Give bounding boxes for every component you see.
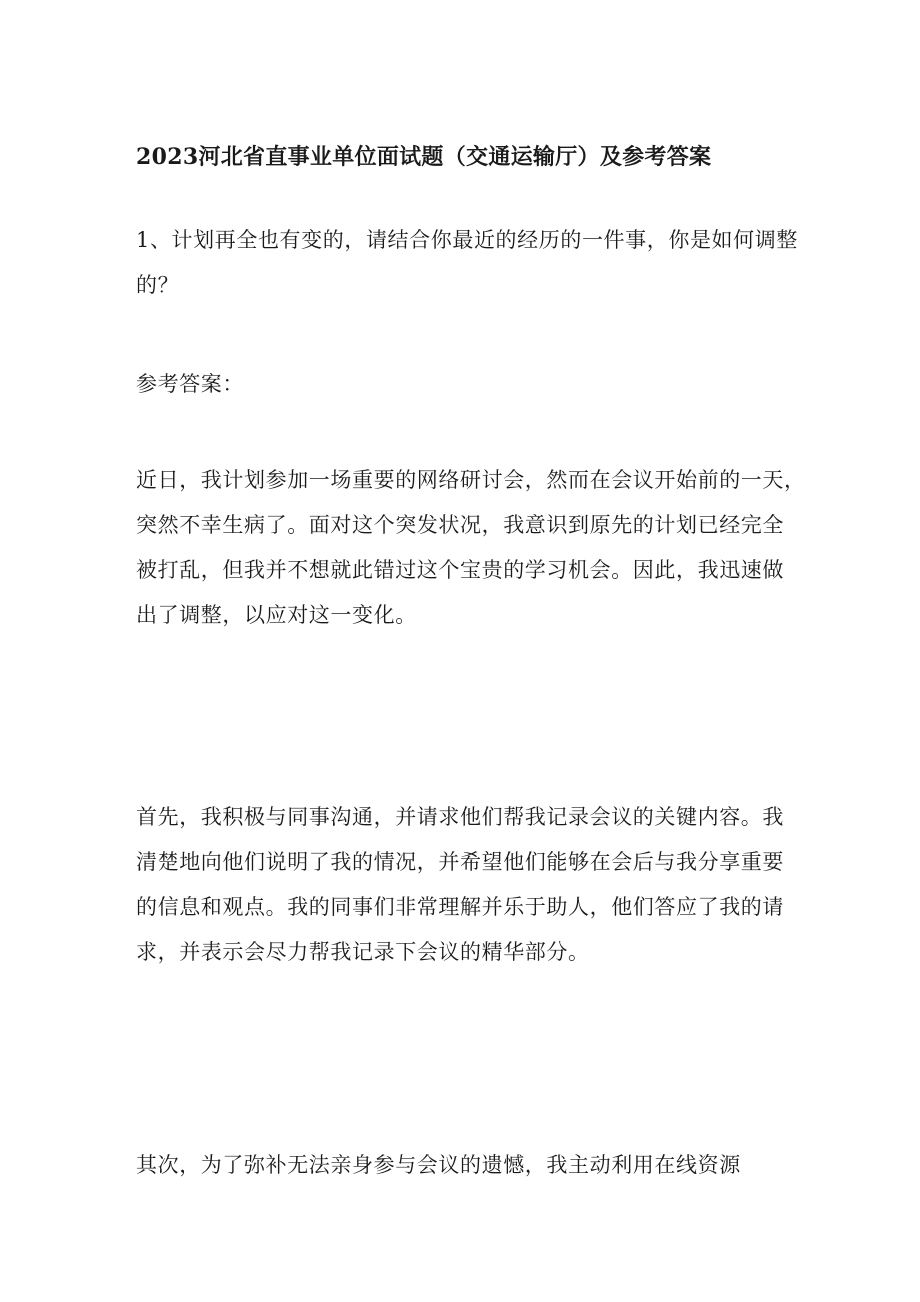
- answer-label-text: 参考答案：: [136, 372, 244, 396]
- paragraph-line: 其次，为了弥补无法亲身参与会议的遗憾，我主动利用在线资源: [136, 1153, 741, 1177]
- paragraph-line: 突然不幸生病了。面对这个突发状况，我意识到原先的计划已经完全: [136, 513, 784, 537]
- paragraph-3: [136, 1143, 796, 1188]
- question-line: 的？: [136, 273, 180, 297]
- question-1: [136, 218, 796, 308]
- paragraph-2: [136, 795, 796, 975]
- answer-label: [136, 362, 796, 407]
- document-title: 2023河北省直事业单位面试题（交通运输厅）及参考答案: [136, 144, 712, 170]
- paragraph-1: [136, 458, 806, 638]
- paragraph-line: 的信息和观点。我的同事们非常理解并乐于助人，他们答应了我的请: [136, 895, 784, 919]
- paragraph-line: 求，并表示会尽力帮我记录下会议的精华部分。: [136, 940, 590, 964]
- paragraph-line: 出了调整，以应对这一变化。: [136, 603, 417, 627]
- paragraph-line: 被打乱，但我并不想就此错过这个宝贵的学习机会。因此，我迅速做: [136, 558, 784, 582]
- paragraph-line: 清楚地向他们说明了我的情况，并希望他们能够在会后与我分享重要: [136, 850, 784, 874]
- paragraph-line: 近日，我计划参加一场重要的网络研讨会，然而在会议开始前的一天，: [136, 468, 806, 492]
- question-line: 1、计划再全也有变的，请结合你最近的经历的一件事，你是如何调整: [136, 228, 798, 252]
- paragraph-line: 首先，我积极与同事沟通，并请求他们帮我记录会议的关键内容。我: [136, 805, 784, 829]
